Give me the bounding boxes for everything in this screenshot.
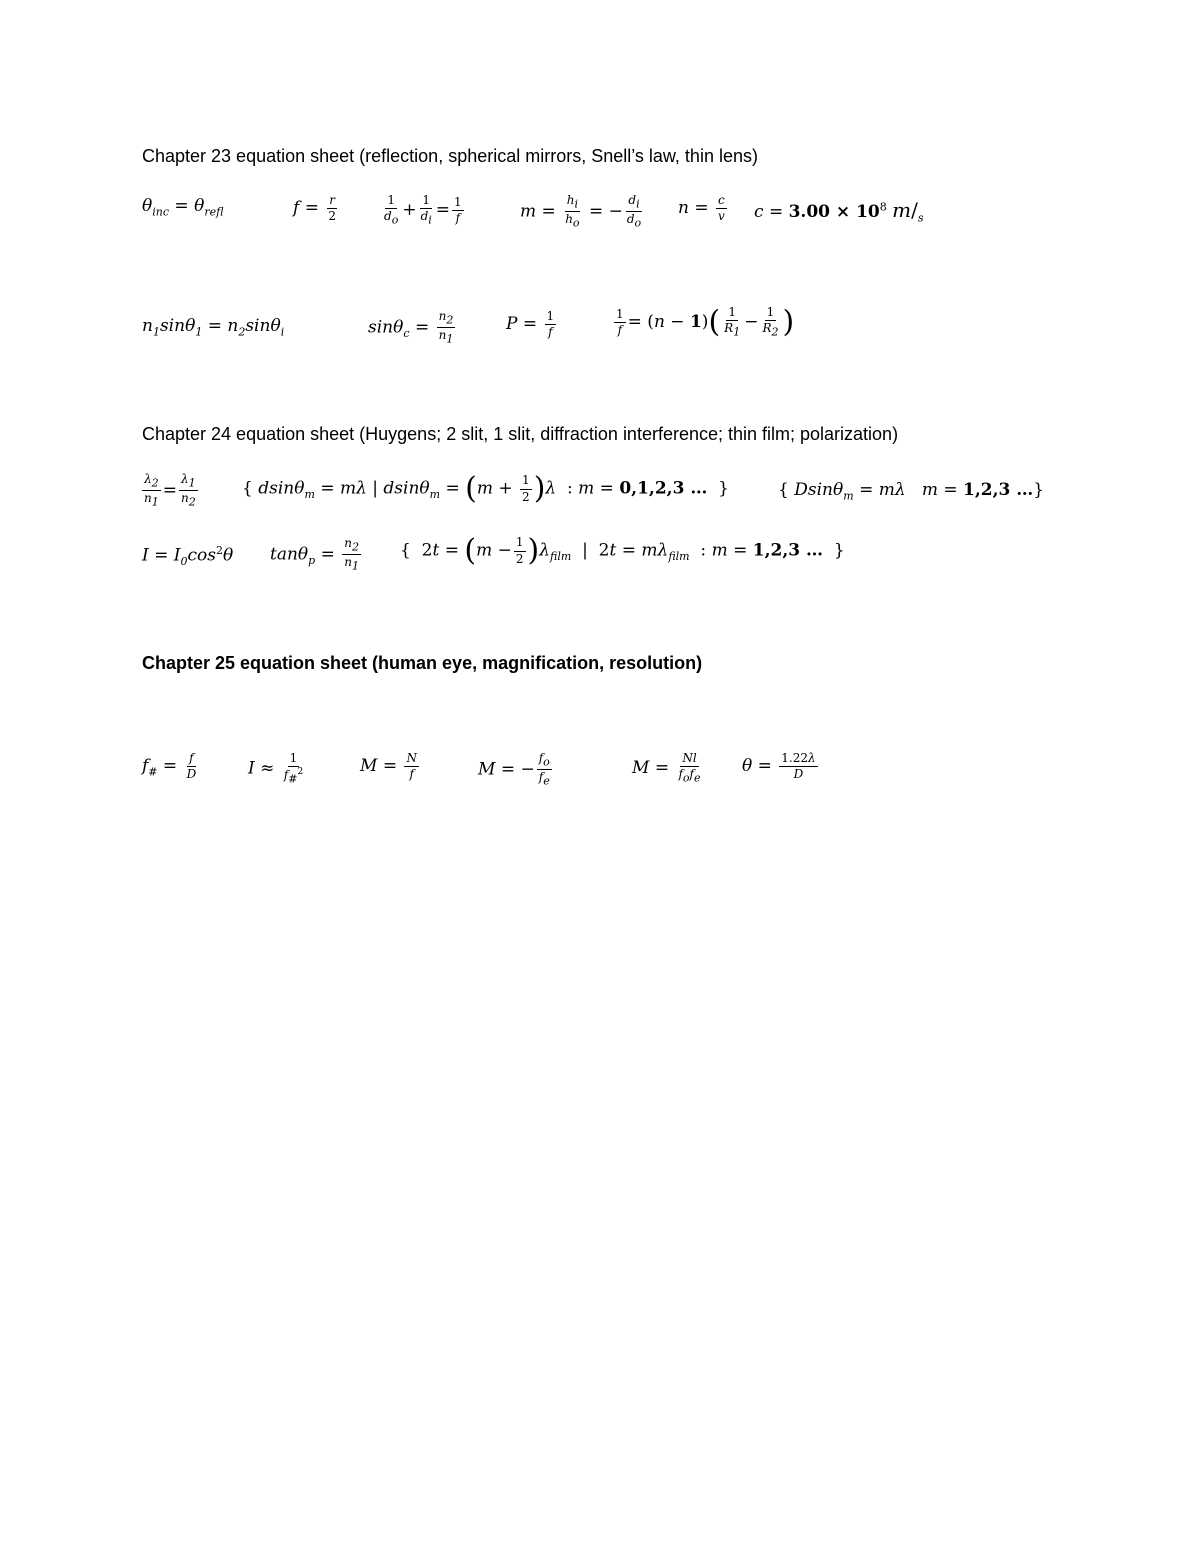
eq-malus: $I = I_0\cos^2\theta$ <box>142 544 234 569</box>
eq-telescope-magnification: M = − $\frac{f_o}{f_e}$ <box>478 751 550 788</box>
eq-lensmaker: $\frac{1}{f}$ = (n − 1)( $\frac{1}{R_1}$ − $\frac{1}{R_2}$ ) <box>616 304 795 340</box>
eq-microscope-magnification: M = $\frac{Nl}{f_of_e}$ <box>632 751 701 785</box>
eq-index: n = $\frac{c}{v}$ <box>678 193 725 224</box>
eq-thin-film: { 2t = (m − $\frac{1}{2}$ )$\lambda_{film}$ | $2t = m\lambda_{film}$ : m = 1,2,3 … } <box>400 533 845 568</box>
eq-power: P = $\frac{1}{f}$ <box>506 309 555 340</box>
chapter-24-heading: Chapter 24 equation sheet (Huygens; 2 slit, 1 slit, diffraction interference; thin film; polarization) <box>142 424 899 444</box>
eq-magnification: m = $\frac{h_i}{h_o}$ = − $\frac{d_i}{d_o}$ <box>520 193 642 230</box>
eq-focal: f = $\frac{r}{2}$ <box>293 193 336 224</box>
eq-intensity: I ≈ $\frac{1}{f_{\#}^2}$ <box>248 751 304 786</box>
eq-critical-angle: sinθ$_c$ = $\frac{n_2}{n_1}$ <box>368 309 454 346</box>
eq-wavelength-ratio: $\frac{\lambda_2}{n_1}$ = $\frac{\lambda_1}{n_2}$ <box>144 472 196 509</box>
eq-speed-of-light: $c = 3.00 \times 10^8$ $m/_s$ <box>754 198 924 225</box>
eq-snell: $n_1\sin\theta_1 = n_2\sin\theta_i$ <box>142 316 285 339</box>
eq-f-number: $f_{\#}$ = $\frac{f}{D}$ <box>142 751 197 782</box>
eq-double-slit: { dsinθ$_m$ = mλ | dsinθ$_m$ = (m + $\frac{1}{2}$ )λ : m = 0,1,2,3 … } <box>242 471 729 506</box>
eq-reflection: $\theta_{inc} = \theta_{refl}$ <box>142 196 224 219</box>
eq-single-slit: { Dsinθ$_m$ = mλ m = 1,2,3 …} <box>778 480 1045 503</box>
eq-angular-magnification: M = $\frac{N}{f}$ <box>360 751 417 782</box>
chapter-25-heading: Chapter 25 equation sheet (human eye, magnification, resolution) <box>142 653 703 673</box>
chapter-23-heading: Chapter 23 equation sheet (reflection, spherical mirrors, Snell’s law, thin lens) <box>142 146 758 166</box>
eq-thin-lens: $\frac{1}{d_o}$ + $\frac{1}{d_i}$ = $\frac{1}{f}$ <box>384 193 462 227</box>
eq-resolution: θ = $\frac{1.22\lambda}{D}$ <box>742 751 816 782</box>
eq-brewster: tanθ$_p$ = $\frac{n_2}{n_1}$ <box>270 536 359 573</box>
